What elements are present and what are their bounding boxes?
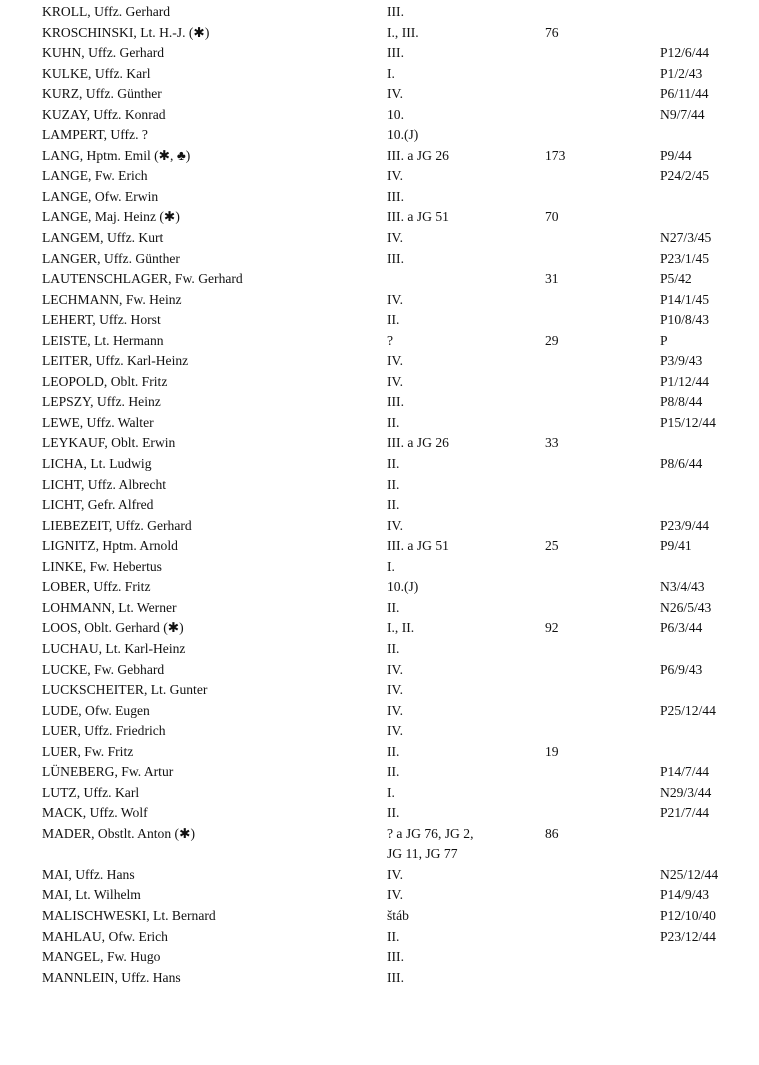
unit-assignment: IV. — [387, 702, 403, 718]
table-row — [0, 105, 759, 126]
pilot-name: LÜNEBERG, Fw. Artur — [42, 764, 174, 780]
unit-assignment: IV. — [387, 373, 403, 389]
pilot-name: MALISCHWESKI, Lt. Bernard — [42, 907, 216, 923]
table-row — [0, 885, 759, 906]
fate-record: P15/12/44 — [660, 414, 716, 430]
pilot-name: LANGE, Maj. Heinz (✱) — [42, 209, 180, 225]
table-row — [0, 906, 759, 927]
unit-assignment: IV. — [387, 86, 403, 102]
unit-assignment: II. — [387, 456, 400, 472]
pilot-name: KUHN, Uffz. Gerhard — [42, 45, 165, 61]
pilot-name: LIEBEZEIT, Uffz. Gerhard — [42, 517, 192, 533]
unit-assignment: IV. — [387, 682, 403, 698]
table-row — [0, 249, 759, 270]
table-row — [0, 598, 759, 619]
unit-assignment: 10. — [387, 106, 404, 122]
unit-assignment: IV. — [387, 353, 403, 369]
fate-record: N29/3/44 — [660, 784, 712, 800]
table-row — [0, 187, 759, 208]
unit-assignment: IV. — [387, 168, 403, 184]
unit-assignment: III. a JG 26 — [387, 147, 449, 163]
table-row — [0, 310, 759, 331]
pilot-name: LUTZ, Uffz. Karl — [42, 784, 140, 800]
table-row — [0, 742, 759, 763]
unit-assignment: II. — [387, 312, 400, 328]
table-row — [0, 721, 759, 742]
pilot-name: LEOPOLD, Oblt. Fritz — [42, 373, 168, 389]
pilot-name: LUER, Uffz. Friedrich — [42, 723, 166, 739]
unit-assignment: III. — [387, 4, 404, 19]
unit-assignment: II. — [387, 805, 400, 821]
table-row — [0, 372, 759, 393]
pilot-name: LUCHAU, Lt. Karl-Heinz — [42, 640, 186, 656]
table-row — [0, 947, 759, 968]
table-row — [0, 64, 759, 85]
pilot-name: LUER, Fw. Fritz — [42, 743, 134, 759]
table-row — [0, 84, 759, 105]
pilot-name: KURZ, Uffz. Günther — [42, 86, 162, 102]
pilot-name: KROLL, Uffz. Gerhard — [42, 4, 171, 19]
table-row — [0, 516, 759, 537]
pilot-name: MAHLAU, Ofw. Erich — [42, 928, 168, 944]
pilot-name: LUCKE, Fw. Gebhard — [42, 661, 165, 677]
table-row — [0, 701, 759, 722]
table-row — [0, 454, 759, 475]
unit-assignment: II. — [387, 414, 400, 430]
table-row — [0, 207, 759, 228]
pilot-name: LEWE, Uffz. Walter — [42, 414, 154, 430]
unit-assignment: II. — [387, 476, 400, 492]
unit-assignment: III. a JG 26 — [387, 435, 449, 451]
fate-record: N25/12/44 — [660, 866, 719, 882]
table-row — [0, 824, 759, 865]
pilot-name: LEYKAUF, Oblt. Erwin — [42, 435, 176, 451]
table-row — [0, 783, 759, 804]
roster-list — [0, 2, 759, 988]
fate-record: N3/4/43 — [660, 579, 705, 595]
unit-assignment: IV. — [387, 230, 403, 246]
fate-record: P25/12/44 — [660, 702, 716, 718]
unit-assignment: III. a JG 51 — [387, 209, 449, 225]
unit-assignment: III. — [387, 250, 404, 266]
fate-record: P24/2/45 — [660, 168, 710, 184]
unit-assignment: III. — [387, 949, 404, 965]
unit-assignment: II. — [387, 497, 400, 513]
table-row — [0, 660, 759, 681]
unit-assignment: IV. — [387, 517, 403, 533]
fate-record: P14/1/45 — [660, 291, 710, 307]
pilot-name: LOBER, Uffz. Fritz — [42, 579, 151, 595]
unit-assignment: II. — [387, 764, 400, 780]
table-row — [0, 290, 759, 311]
table-row — [0, 392, 759, 413]
pilot-name: LANGE, Ofw. Erwin — [42, 188, 159, 204]
table-row — [0, 125, 759, 146]
pilot-name: MADER, Obstlt. Anton (✱) — [42, 825, 195, 841]
pilot-name: LANGE, Fw. Erich — [42, 168, 148, 184]
victory-count: 86 — [545, 825, 559, 841]
victory-count: 92 — [545, 620, 559, 636]
table-row — [0, 228, 759, 249]
unit-assignment: štáb — [387, 907, 409, 923]
fate-record: P23/9/44 — [660, 517, 710, 533]
table-row — [0, 927, 759, 948]
pilot-name: LEITER, Uffz. Karl-Heinz — [42, 353, 189, 369]
victory-count: 173 — [545, 147, 566, 163]
unit-assignment: 10.(J) — [387, 127, 419, 143]
unit-assignment: I. — [387, 558, 395, 574]
fate-record: P8/6/44 — [660, 456, 703, 472]
pilot-name: LICHT, Uffz. Albrecht — [42, 476, 167, 492]
fate-record: P1/2/43 — [660, 65, 703, 81]
unit-assignment: I. — [387, 65, 395, 81]
table-row — [0, 331, 759, 352]
unit-assignment: I. — [387, 784, 395, 800]
table-row — [0, 865, 759, 886]
table-row — [0, 166, 759, 187]
pilot-name: LUDE, Ofw. Eugen — [42, 702, 150, 718]
fate-record: P9/41 — [660, 538, 692, 554]
table-row — [0, 475, 759, 496]
fate-record: N9/7/44 — [660, 106, 705, 122]
fate-record: N26/5/43 — [660, 599, 712, 615]
victory-count: 70 — [545, 209, 559, 225]
pilot-name: MANNLEIN, Uffz. Hans — [42, 969, 181, 985]
pilot-name: LICHT, Gefr. Alfred — [42, 497, 154, 513]
table-row — [0, 146, 759, 167]
fate-record: P3/9/43 — [660, 353, 703, 369]
fate-record: P8/8/44 — [660, 394, 703, 410]
pilot-name: LEPSZY, Uffz. Heinz — [42, 394, 161, 410]
fate-record: P1/12/44 — [660, 373, 710, 389]
unit-assignment: IV. — [387, 723, 403, 739]
pilot-name: KUZAY, Uffz. Konrad — [42, 106, 166, 122]
pilot-name: LIGNITZ, Hptm. Arnold — [42, 538, 178, 554]
fate-record: P6/11/44 — [660, 86, 709, 102]
pilot-name: KULKE, Uffz. Karl — [42, 65, 151, 81]
fate-record: P12/6/44 — [660, 45, 710, 61]
fate-record: P23/1/45 — [660, 250, 710, 266]
fate-record: P6/9/43 — [660, 661, 703, 677]
pilot-name: LOHMANN, Lt. Werner — [42, 599, 177, 615]
table-row — [0, 536, 759, 557]
fate-record: P6/3/44 — [660, 620, 703, 636]
unit-assignment: II. — [387, 640, 400, 656]
unit-assignment: III. — [387, 45, 404, 61]
table-row — [0, 413, 759, 434]
table-row — [0, 351, 759, 372]
table-row — [0, 2, 759, 23]
table-row — [0, 43, 759, 64]
pilot-name: LUCKSCHEITER, Lt. Gunter — [42, 682, 208, 698]
unit-assignment: 10.(J) — [387, 579, 419, 595]
victory-count: 29 — [545, 332, 559, 348]
table-row — [0, 433, 759, 454]
pilot-name: LICHA, Lt. Ludwig — [42, 456, 152, 472]
table-row — [0, 639, 759, 660]
unit-assignment: IV. — [387, 866, 403, 882]
pilot-name: MANGEL, Fw. Hugo — [42, 949, 161, 965]
table-row — [0, 577, 759, 598]
table-row — [0, 23, 759, 44]
pilot-name: LANG, Hptm. Emil (✱, ♣) — [42, 147, 191, 163]
fate-record: P — [660, 332, 668, 348]
pilot-name: LAMPERT, Uffz. ? — [42, 127, 148, 143]
fate-record: N27/3/45 — [660, 230, 712, 246]
table-row — [0, 762, 759, 783]
pilot-name: LECHMANN, Fw. Heinz — [42, 291, 182, 307]
unit-assignment: IV. — [387, 887, 403, 903]
victory-count: 19 — [545, 743, 559, 759]
fate-record: P23/12/44 — [660, 928, 716, 944]
unit-assignment: IV. — [387, 291, 403, 307]
unit-assignment: IV. — [387, 661, 403, 677]
table-row — [0, 495, 759, 516]
unit-assignment: III. a JG 51 — [387, 538, 449, 554]
fate-record: P14/9/43 — [660, 887, 710, 903]
pilot-name: LAUTENSCHLAGER, Fw. Gerhard — [42, 271, 243, 287]
unit-assignment: III. — [387, 188, 404, 204]
pilot-name: LANGER, Uffz. Günther — [42, 250, 180, 266]
pilot-name: LEISTE, Lt. Hermann — [42, 332, 164, 348]
unit-assignment: II. — [387, 743, 400, 759]
unit-assignment: III. — [387, 394, 404, 410]
table-row — [0, 803, 759, 824]
unit-assignment: II. — [387, 599, 400, 615]
fate-record: P12/10/40 — [660, 907, 716, 923]
victory-count: 76 — [545, 24, 559, 40]
unit-assignment: III. — [387, 969, 404, 985]
pilot-name: LOOS, Oblt. Gerhard (✱) — [42, 620, 184, 636]
table-row — [0, 680, 759, 701]
pilot-name: MACK, Uffz. Wolf — [42, 805, 148, 821]
table-row — [0, 968, 759, 989]
unit-assignment: II. — [387, 928, 400, 944]
table-row — [0, 557, 759, 578]
fate-record: P5/42 — [660, 271, 692, 287]
unit-assignment: ? a JG 76, JG 2, JG 11, JG 77 — [387, 825, 474, 862]
pilot-name: LINKE, Fw. Hebertus — [42, 558, 162, 574]
pilot-name: MAI, Lt. Wilhelm — [42, 887, 141, 903]
fate-record: P10/8/43 — [660, 312, 710, 328]
unit-assignment: ? — [387, 332, 394, 348]
table-row — [0, 269, 759, 290]
unit-assignment: I., II. — [387, 620, 415, 636]
pilot-name: KROSCHINSKI, Lt. H.-J. (✱) — [42, 24, 210, 40]
victory-count: 31 — [545, 271, 559, 287]
pilot-name: LANGEM, Uffz. Kurt — [42, 230, 164, 246]
fate-record: P21/7/44 — [660, 805, 710, 821]
pilot-name: MAI, Uffz. Hans — [42, 866, 135, 882]
victory-count: 33 — [545, 435, 559, 451]
victory-count: 25 — [545, 538, 559, 554]
pilot-name: LEHERT, Uffz. Horst — [42, 312, 161, 328]
fate-record: P14/7/44 — [660, 764, 710, 780]
unit-assignment: I., III. — [387, 24, 419, 40]
table-row — [0, 618, 759, 639]
fate-record: P9/44 — [660, 147, 692, 163]
